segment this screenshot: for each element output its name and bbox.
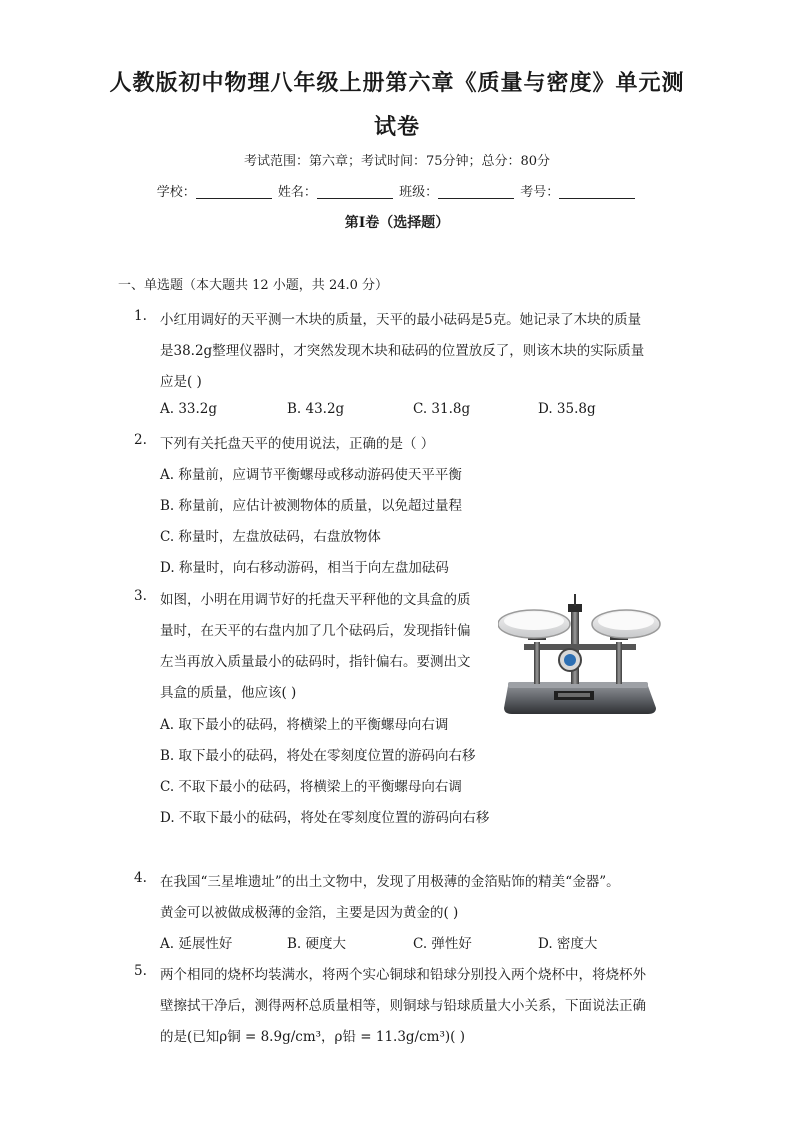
question-2-number: 2. (134, 432, 147, 448)
class-blank[interactable] (438, 184, 514, 199)
exam-title-line2: 试卷 (373, 114, 420, 140)
question-1-option-b: B. 43.2g (287, 401, 345, 417)
question-2-line-1: 下列有关托盘天平的使用说法，正确的是（ ） (160, 436, 435, 452)
volume-title: 第I卷（选择题） (344, 215, 450, 231)
balance-scale-image (498, 590, 662, 720)
question-4-line-1: 在我国“三星堆遗址”的出土文物中，发现了用极薄的金箔贴饰的精美“金器”。 (160, 874, 620, 890)
question-1-number: 1. (134, 308, 147, 324)
name-blank[interactable] (317, 184, 393, 199)
question-4-option-a: A. 延展性好 (160, 936, 233, 952)
exam-info: 考试范围：第六章；考试时间：75分钟；总分：80分 (243, 154, 551, 169)
question-5-line-3: 的是(已知ρ铜 = 8.9g/cm³，ρ铅 = 11.3g/cm³)( ) (160, 1029, 465, 1045)
section-heading: 一、单选题（本大题共 12 小题，共 24.0 分） (118, 278, 389, 293)
question-1-option-a: A. 33.2g (160, 401, 218, 417)
school-blank[interactable] (196, 184, 272, 199)
exam-number-blank[interactable] (559, 184, 635, 199)
question-4-line-2: 黄金可以被做成极薄的金箔，主要是因为黄金的( ) (160, 905, 459, 921)
question-5-line-1: 两个相同的烧杯均装满水，将两个实心铜球和铅球分别投入两个烧杯中，将烧杯外 (160, 967, 646, 983)
question-1-option-d: D. 35.8g (538, 401, 596, 417)
school-label: 学校： (156, 185, 196, 200)
question-5-number: 5. (134, 963, 147, 979)
question-3-option-a: A. 取下最小的砝码，将横梁上的平衡螺母向右调 (160, 717, 449, 733)
question-4-option-c: C. 弹性好 (413, 936, 472, 952)
question-4-number: 4. (134, 870, 147, 886)
question-3-line-2: 量时，在天平的右盘内加了几个砝码后，发现指针偏 (160, 623, 471, 639)
student-fields (60, 181, 734, 200)
question-1-line-2: 是38.2g整理仪器时，才突然发现木块和砝码的位置放反了，则该木块的实际质量 (160, 343, 645, 359)
question-3-option-b: B. 取下最小的砝码，将处在零刻度位置的游码向右移 (160, 748, 476, 764)
exam-title-line1: 人教版初中物理八年级上册第六章《质量与密度》单元测 (109, 70, 685, 96)
exam-number-label: 考号： (520, 185, 560, 200)
question-2-option-c: C. 称量时，左盘放砝码，右盘放物体 (160, 529, 381, 545)
question-4-option-d: D. 密度大 (538, 936, 598, 952)
question-2-option-d: D. 称量时，向右移动游码，相当于向左盘加砝码 (160, 560, 449, 576)
question-1-line-3: 应是( ) (160, 374, 202, 390)
question-4-option-b: B. 硬度大 (287, 936, 347, 952)
question-3-line-3: 左当再放入质量最小的砝码时，指针偏右。要测出文 (160, 654, 471, 670)
question-1-line-1: 小红用调好的天平测一木块的质量，天平的最小砝码是5克。她记录了木块的质量 (160, 312, 642, 328)
question-1-option-c: C. 31.8g (413, 401, 471, 417)
question-3-number: 3. (134, 588, 147, 604)
question-5-line-2: 壁擦拭干净后，测得两杯总质量相等，则铜球与铅球质量大小关系，下面说法正确 (160, 998, 646, 1014)
question-2-option-a: A. 称量前，应调节平衡螺母或移动游码使天平平衡 (160, 467, 462, 483)
class-label: 班级： (399, 185, 439, 200)
question-3-line-4: 具盒的质量，他应该( ) (160, 685, 297, 701)
question-2-option-b: B. 称量前，应估计被测物体的质量，以免超过量程 (160, 498, 463, 514)
name-label: 姓名： (277, 185, 317, 200)
question-3-option-d: D. 不取下最小的砝码，将处在零刻度位置的游码向右移 (160, 810, 490, 826)
question-3-line-1: 如图，小明在用调节好的托盘天平秤他的文具盒的质 (160, 592, 471, 608)
question-3-option-c: C. 不取下最小的砝码，将横梁上的平衡螺母向右调 (160, 779, 462, 795)
